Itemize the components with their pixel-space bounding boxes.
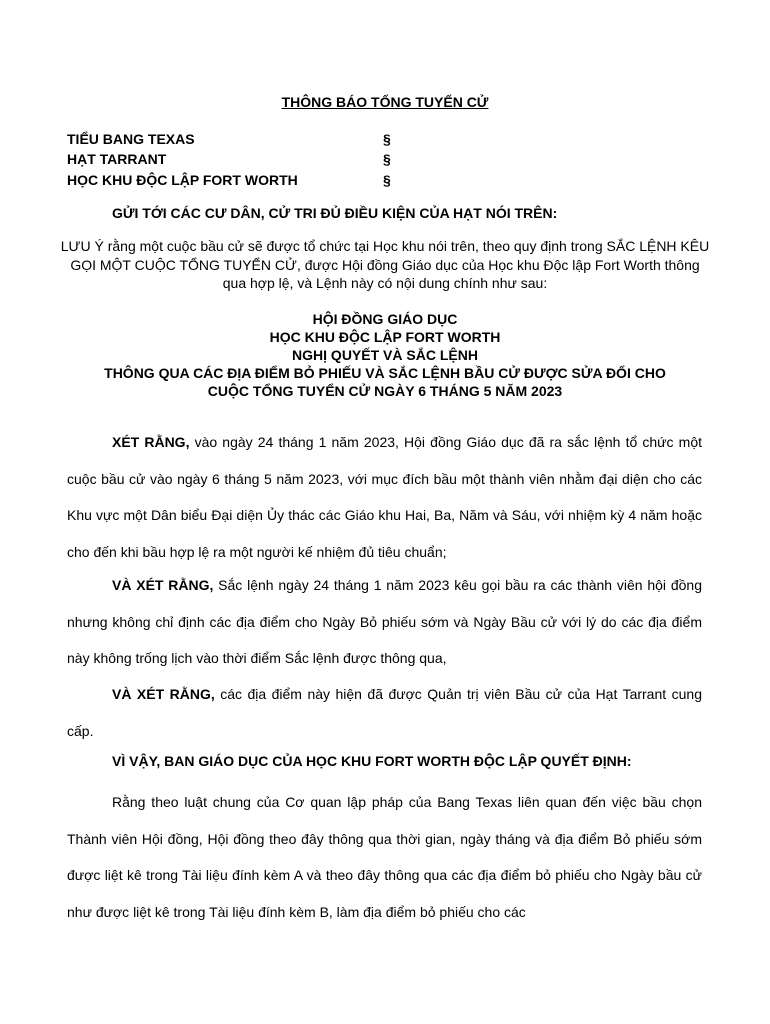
jurisdiction-county: HẠT TARRANT	[67, 151, 167, 167]
body-paragraph: Rằng theo luật chung của Cơ quan lập pháp của Bang Texas liên quan đến việc bầu chọn Thành viên Hội đồng, Hội đồng theo đây thông qua thời gian, ngày tháng và địa điểm Bỏ phiếu sớm được liệt kê trong Tài liệu đính kèm A và theo đây thông qua các địa điểm bỏ phiếu cho Ngày bầu cử như được liệt kê trong Tài liệu đính kèm B, làm địa điểm bỏ phiếu cho các	[67, 794, 702, 920]
whereas-paragraph-1	[67, 424, 702, 570]
jurisdiction-state: TIỂU BANG TEXAS	[67, 131, 195, 147]
jurisdiction-district: HỌC KHU ĐỘC LẬP FORT WORTH	[67, 172, 298, 188]
section-symbol: §	[383, 172, 391, 188]
whereas-lead: VÀ XÉT RẰNG,	[112, 577, 214, 593]
whereas-lead: XÉT RẰNG,	[112, 434, 190, 450]
whereas-paragraph-3	[67, 676, 702, 749]
notice-paragraph: LƯU Ý rằng một cuộc bầu cử sẽ được tổ chức tại Học khu nói trên, theo quy định trong SẮC LỆNH KÊU GỌI MỘT CUỘC TỔNG TUYỂN CỬ, được Hội đồng Giáo dục của Học khu Độc lập Fort Worth thông qua hợp lệ, và Lệnh này có nội dung chính như sau:	[60, 238, 710, 291]
resolution-heading-line: THÔNG QUA CÁC ĐỊA ĐIỂM BỎ PHIẾU VÀ SẮC LỆNH BẦU CỬ ĐƯỢC SỬA ĐỔI CHO	[104, 365, 666, 381]
whereas-lead: VÀ XÉT RẰNG,	[112, 686, 215, 702]
whereas-paragraph-2	[67, 567, 702, 677]
section-symbol: §	[383, 151, 391, 167]
resolution-heading-line: HỌC KHU ĐỘC LẬP FORT WORTH	[269, 329, 501, 345]
addressee-line: GỬI TỚI CÁC CƯ DÂN, CỬ TRI ĐỦ ĐIỀU KIỆN CỦA HẠT NÓI TRÊN:	[112, 205, 558, 221]
resolution-heading-line: CUỘC TỔNG TUYỂN CỬ NGÀY 6 THÁNG 5 NĂM 2023	[207, 383, 563, 399]
resolution-heading-line: HỘI ĐỒNG GIÁO DỤC	[312, 311, 458, 327]
whereas-text: vào ngày 24 tháng 1 năm 2023, Hội đồng Giáo dục đã ra sắc lệnh tổ chức một cuộc bầu cử vào ngày 6 tháng 5 năm 2023, với mục đích bầu một thành viên nhằm đại diện cho các Khu vực một Dân biểu Đại diện Ủy thác các Giáo khu Hai, Ba, Năm và Sáu, với nhiệm kỳ 4 năm hoặc cho đến khi bầu hợp lệ ra một người kế nhiệm đủ tiêu chuẩn;	[67, 434, 702, 560]
whereas-text: Sắc lệnh ngày 24 tháng 1 năm 2023 kêu gọi bầu ra các thành viên hội đồng nhưng không chỉ định các địa điểm cho Ngày Bỏ phiếu sớm và Ngày Bầu cử với lý do các địa điểm này không trống lịch vào thời điểm Sắc lệnh được thông qua,	[67, 577, 702, 666]
resolve-line: VÌ VẬY, BAN GIÁO DỤC CỦA HỌC KHU FORT WORTH ĐỘC LẬP QUYẾT ĐỊNH:	[112, 753, 632, 769]
document-title: THÔNG BÁO TỔNG TUYỂN CỬ	[281, 94, 489, 110]
section-symbol: §	[383, 131, 391, 147]
resolution-heading-line: NGHỊ QUYẾT VÀ SẮC LỆNH	[292, 347, 478, 363]
whereas-text: các địa điểm này hiện đã được Quản trị viên Bầu cử của Hạt Tarrant cung cấp.	[67, 686, 702, 739]
